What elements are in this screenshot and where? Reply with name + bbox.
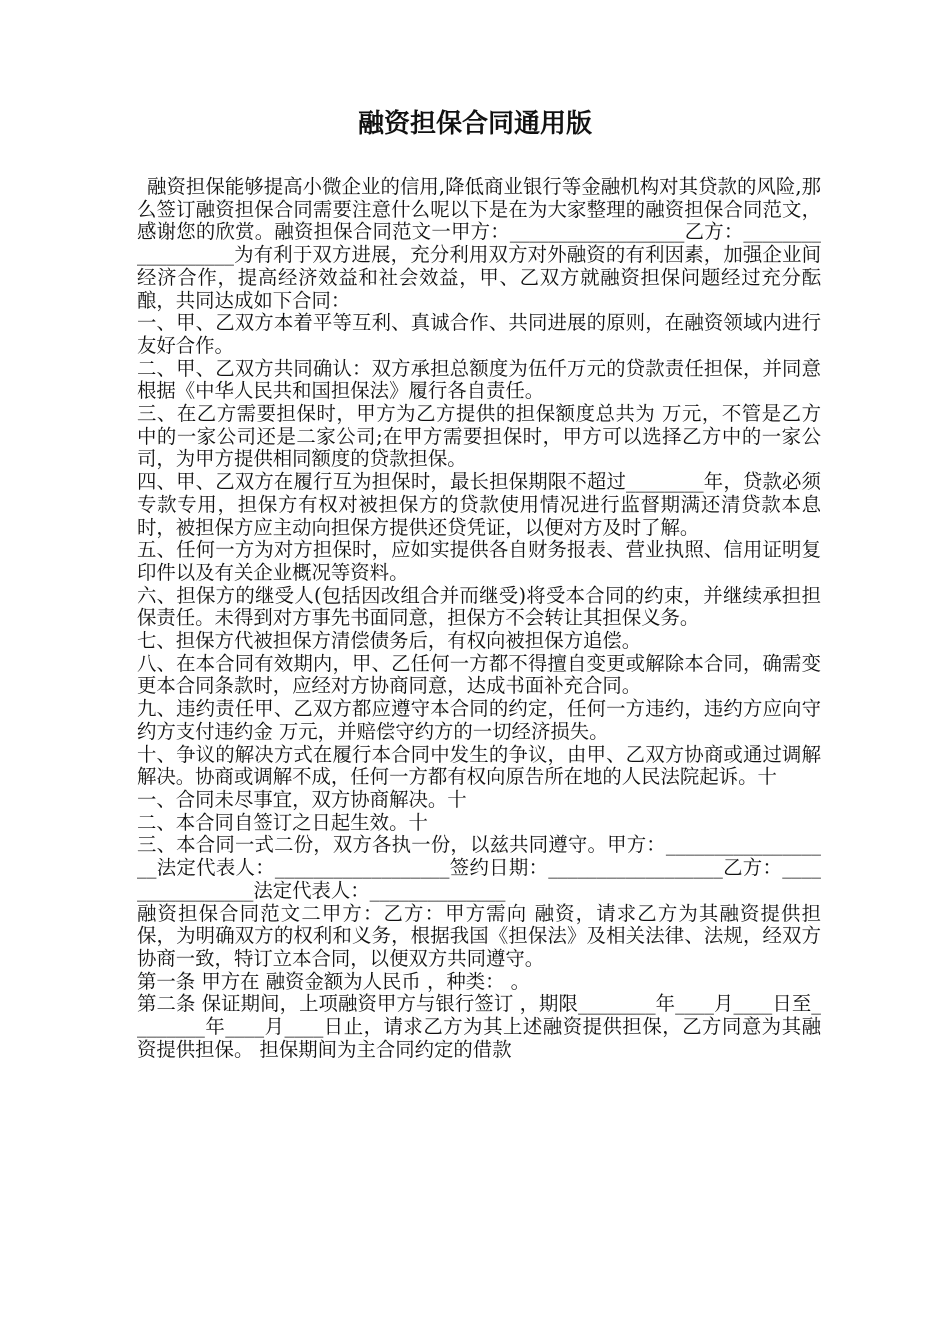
clause-2: 二、甲、乙双方共同确认：双方承担总额度为伍仟万元的贷款责任担保，并同意根据《中华人民共和国担保法》履行各自责任。 xyxy=(137,356,821,403)
clause-12: 二、本合同自签订之日起生效。十 xyxy=(137,810,428,834)
sample-two-intro: 融资担保合同范文二甲方：乙方：甲方需向 融资，请求乙方为其融资提供担保，为明确双方的权利和义务，根据我国《担保法》及相关法律、法规，经双方协商一致，特订立本合同，以便双方共同遵守。 xyxy=(137,901,821,970)
document-title: 融资担保合同通用版 xyxy=(357,109,592,139)
article-2: 第二条 保证期间，上项融资甲方与银行签订 ，期限________年____月____日至________年____月____日止，请求乙方为其上述融资提供担保，乙方同意为其融资提供担保。 担保期间为主合同约定的借款 xyxy=(137,992,821,1061)
clause-11: 一、合同未尽事宜，双方协商解决。十 xyxy=(137,787,467,811)
clause-5: 五、任何一方为对方担保时，应如实提供各自财务报表、营业执照、信用证明复印件以及有关企业概况等资料。 xyxy=(137,538,821,584)
clause-9: 九、违约责任甲、乙双方都应遵守本合同的约定，任何一方违约，违约方应向守约方支付违约金 万元，并赔偿守约方的一切经济损失。 xyxy=(137,697,821,743)
clause-3: 三、在乙方需要担保时，甲方为乙方提供的担保额度总共为 万元，不管是乙方中的一家公司还是二家公司;在甲方需要担保时，甲方可以选择乙方中的一家公司，为甲方提供相同额度的贷款担保。 xyxy=(137,402,821,471)
intro-paragraph: 融资担保能够提高小微企业的信用,降低商业银行等金融机构对其贷款的风险,那么签订融资担保合同需要注意什么呢以下是在为大家整理的融资担保合同范文，感谢您的欣赏。融资担保合同范文一甲方：__________________乙方：__________________为有利于双方进展，充分利用双方对外融资的有利因素，加强企业间经济合作，提高经济效益和社会效益，甲、乙双方就融资担保问题经过充分酝酿，共同达成如下合同： xyxy=(137,175,821,312)
document-body xyxy=(137,176,821,1061)
article-1: 第一条 甲方在 融资金额为人民币 ，种类： 。 xyxy=(137,969,531,993)
clause-10: 十、争议的解决方式在履行本合同中发生的争议，由甲、乙双方协商或通过调解解决。协商或调解不成，任何一方都有权向原告所在地的人民法院起诉。十 xyxy=(137,742,821,789)
clause-8: 八、在本合同有效期内，甲、乙任何一方都不得擅自变更或解除本合同，确需变更本合同条款时，应经对方协商同意，达成书面补充合同。 xyxy=(137,651,821,698)
clause-6: 六、担保方的继受人(包括因改组合并而继受)将受本合同的约束，并继续承担担保责任。未得到对方事先书面同意，担保方不会转让其担保义务。 xyxy=(137,583,821,630)
clause-4: 四、甲、乙双方在履行互为担保时，最长担保期限不超过________年，贷款必须专款专用，担保方有权对被担保方的贷款使用情况进行监督期满还清贷款本息时，被担保方应主动向担保方提供还贷凭证，以便对方及时了解。 xyxy=(137,470,821,539)
clause-1: 一、甲、乙双方本着平等互利、真诚合作、共同进展的原则，在融资领域内进行友好合作。 xyxy=(137,311,821,357)
clause-13-signature-block: 三、本合同一式二份，双方各执一份，以兹共同遵守。甲方：__________________法定代表人：__________________签约日期：__________________乙方：________________法定代表人：______________ xyxy=(137,833,821,902)
clause-7: 七、担保方代被担保方清偿债务后，有权向被担保方追偿。 xyxy=(137,629,642,653)
